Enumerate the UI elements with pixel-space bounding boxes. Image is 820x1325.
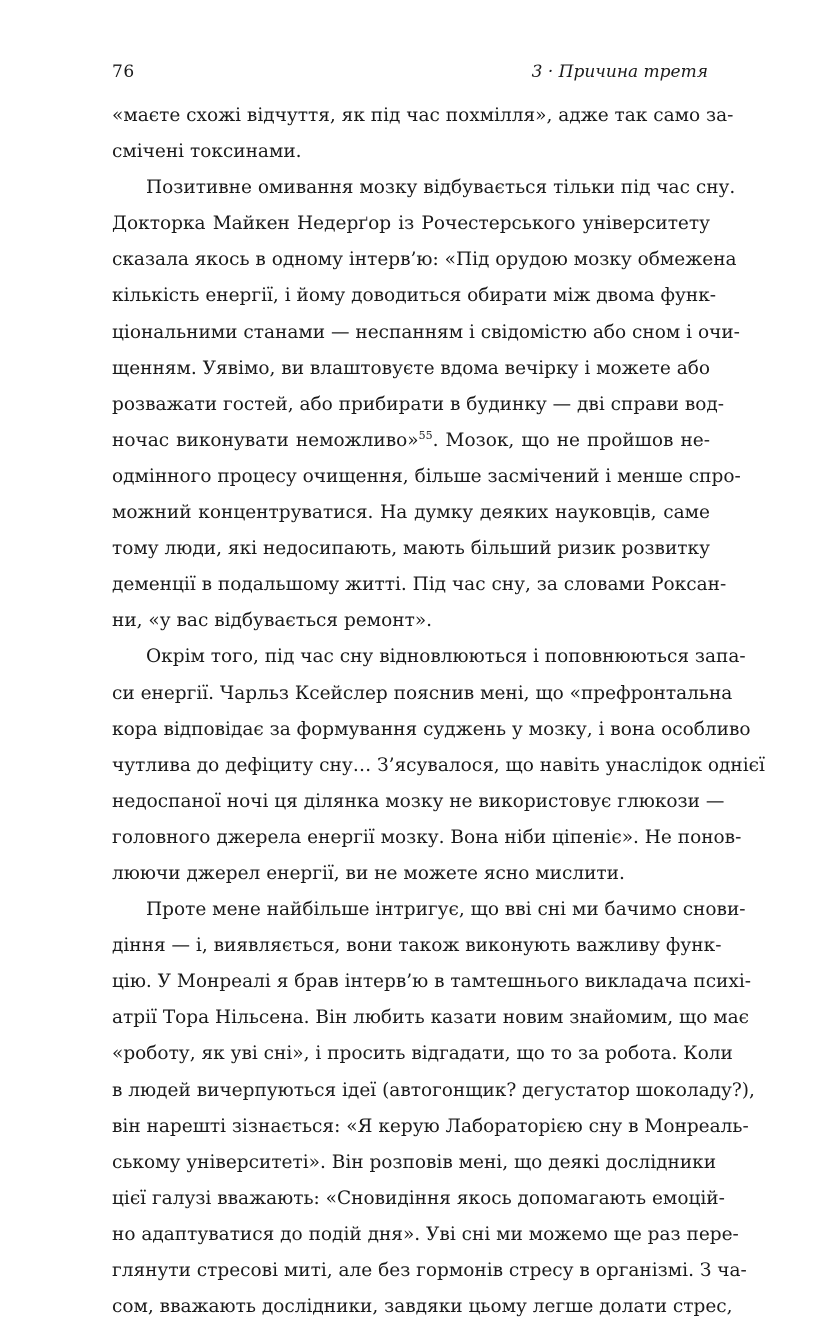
text-line: тому люди, які недосипають, мають більший ризик розвитку: [112, 538, 710, 560]
text-line: смічені токсинами.: [112, 141, 302, 163]
text-line: розважати гостей, або прибирати в будинку — дві справи вод-: [112, 393, 725, 415]
text-line: «маєте схожі відчуття, як під час похмілля», адже так само за-: [112, 105, 734, 126]
text-line: щенням. Уявімо, ви влаштовуєте вдома вечірку і можете або: [112, 357, 710, 379]
text-line: він нарешті зізнається: «Я керую Лабораторією сну в Монреаль-: [112, 1115, 749, 1137]
running-head: 3 · Причина третя: [531, 62, 708, 82]
text-line: чутлива до дефіциту сну… З’ясувалося, що навіть унаслідок однієї: [112, 754, 765, 776]
text-segment: ночас виконувати неможливо»: [112, 429, 419, 451]
text-line: но адаптуватися до подій дня». Уві сні ми можемо ще раз пере-: [112, 1223, 739, 1245]
text-line: одмінного процесу очищення, більше засмічений і менше спро-: [112, 465, 741, 487]
text-line: сом, вважають дослідники, завдяки цьому легше долати стрес,: [112, 1296, 733, 1318]
text-line: си енергії. Чарльз Ксейслер пояснив мені, що «префронтальна: [112, 682, 733, 704]
text-line: люючи джерел енергії, ви не можете ясно мислити.: [112, 862, 625, 884]
text-line: [112, 423, 710, 459]
text-line: в людей вичерпуються ідеї (автогонщик? дегустатор шоколаду?),: [112, 1079, 755, 1101]
text-line: головного джерела енергії мозку. Вона ніби ціпеніє». Не понов-: [112, 826, 742, 848]
text-line: Проте мене найбільше інтригує, що вві сні ми бачимо снови-: [146, 899, 746, 921]
text-line: цію. У Монреалі я брав інтерв’ю в тамтешнього викладача психі-: [112, 971, 751, 993]
text-line: атрії Тора Нільсена. Він любить казати новим знайомим, що має: [112, 1007, 750, 1029]
text-line: ціональними станами — неспанням і свідомістю або сном і очи-: [112, 321, 740, 343]
text-segment: . Мозок, що не пройшов не-: [432, 429, 710, 451]
body-text: [112, 98, 765, 1325]
text-line: ни, «у вас відбувається ремонт».: [112, 610, 433, 632]
text-line: деменції в подальшому житті. Під час сну, за словами Роксан-: [112, 574, 727, 596]
text-line: сказала якось в одному інтерв’ю: «Під орудою мозку обмежена: [112, 249, 737, 271]
text-line: ському університеті». Він розповів мені, що деякі дослідники: [112, 1151, 717, 1173]
text-line: недоспаної ночі ця ділянка мозку не використовує глюкози —: [112, 790, 725, 812]
text-line: Позитивне омивання мозку відбувається тільки під час сну.: [146, 177, 736, 199]
text-line: цієї галузі вважають: «Сновидіння якось допомагають емоцій-: [112, 1187, 725, 1209]
text-line: Докторка Майкен Недерґор із Рочестерського університету: [112, 213, 710, 235]
text-line: кількість енергії, і йому доводиться обирати між двома функ-: [112, 285, 717, 307]
text-line: можний концентруватися. На думку деяких науковців, саме: [112, 502, 710, 524]
text-line: «роботу, як уві сні», і просить відгадати, що то за робота. Коли: [112, 1043, 733, 1065]
text-line: кора відповідає за формування суджень у мозку, і вона особливо: [112, 718, 751, 740]
page-number: 76: [112, 62, 135, 82]
text-line: діння — і, виявляється, вони також виконують важливу функ-: [112, 935, 722, 957]
text-line: глянути стресові миті, але без гормонів стресу в організмі. З ча-: [112, 1260, 747, 1281]
footnote-reference: 55: [418, 428, 433, 442]
text-line: Окрім того, під час сну відновлюються і поповнюються запа-: [146, 646, 746, 668]
